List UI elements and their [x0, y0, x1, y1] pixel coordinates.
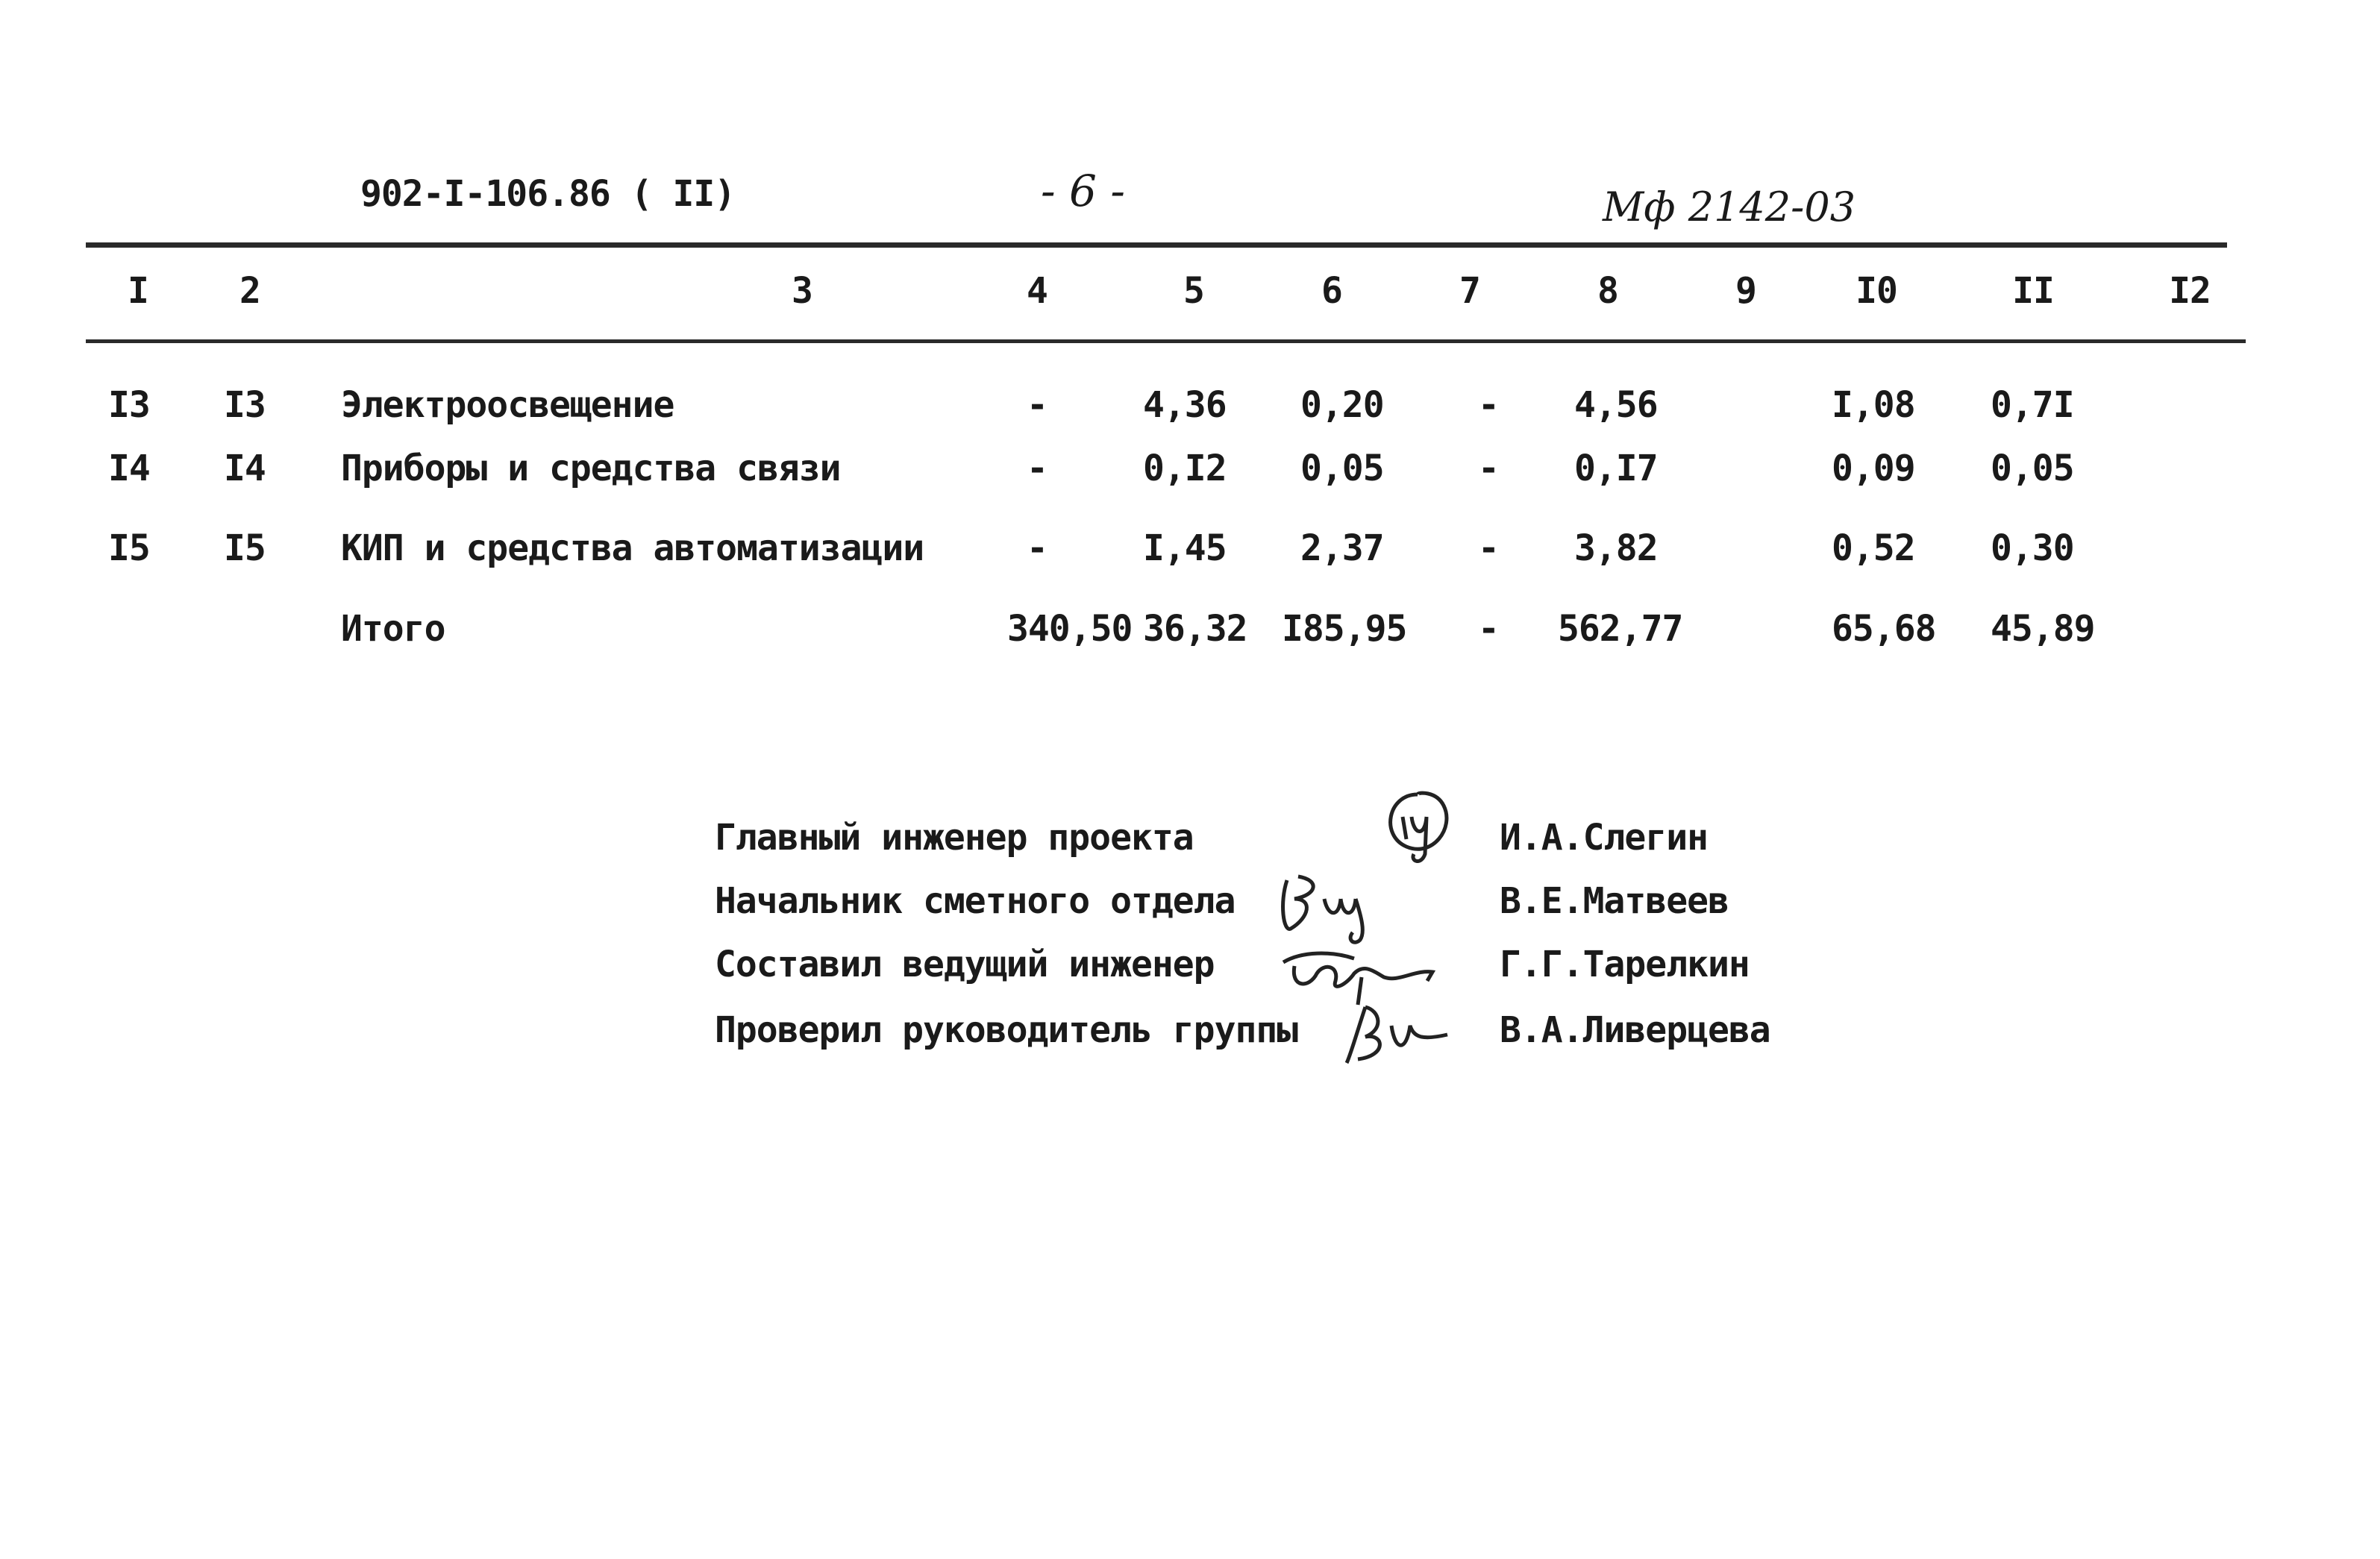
cell-col10: I,08 — [1832, 384, 1915, 426]
total-col8: 562,77 — [1558, 608, 1683, 650]
column-header-2: 2 — [239, 270, 260, 312]
cell-col8: 4,56 — [1574, 384, 1658, 426]
signature-role: Начальник сметного отдела — [715, 880, 1236, 922]
cell-col5: 4,36 — [1143, 384, 1227, 426]
column-header-6: 6 — [1321, 270, 1342, 312]
cell-col2: I3 — [224, 384, 266, 426]
cell-col7: - — [1478, 527, 1499, 569]
cell-col1: I5 — [108, 527, 150, 569]
cell-col5: I,45 — [1143, 527, 1227, 569]
cell-col2: I5 — [224, 527, 266, 569]
cell-col10: 0,52 — [1832, 527, 1915, 569]
column-header-3: 3 — [792, 270, 812, 312]
signature-name: В.А.Ливерцева — [1500, 1009, 1770, 1051]
cell-col10: 0,09 — [1832, 448, 1915, 489]
cell-col3: Электроосвещение — [341, 384, 674, 426]
cell-col11: 0,05 — [1991, 448, 2074, 489]
signature-role: Проверил руководитель группы — [715, 1009, 1298, 1051]
cell-col4: - — [1027, 384, 1047, 426]
column-header-10: I0 — [1856, 270, 1897, 312]
cell-col7: - — [1478, 384, 1499, 426]
cell-col8: 3,82 — [1574, 527, 1658, 569]
total-col11: 45,89 — [1991, 608, 2095, 650]
handwritten-signature-4 — [1335, 996, 1462, 1070]
column-header-12: I2 — [2169, 270, 2211, 312]
cell-col3: КИП и средства автоматизации — [341, 527, 924, 569]
column-header-5: 5 — [1183, 270, 1204, 312]
header-rule-top — [86, 242, 2227, 248]
cell-col7: - — [1478, 448, 1499, 489]
cell-col4: - — [1027, 527, 1047, 569]
cell-col3: Приборы и средства связи — [341, 448, 841, 489]
column-header-9: 9 — [1735, 270, 1756, 312]
page-number: - 6 - — [1041, 166, 1125, 216]
signature-role: Составил ведущий инженер — [715, 944, 1215, 985]
signature-name: И.А.Слегин — [1500, 817, 1708, 859]
cell-col1: I4 — [108, 448, 150, 489]
archive-mark: Мф 2142-03 — [1603, 183, 1856, 230]
cell-col8: 0,I7 — [1574, 448, 1658, 489]
column-header-1: I — [128, 270, 148, 312]
cell-col6: 0,20 — [1300, 384, 1384, 426]
document-code: 902-I-106.86 ( II) — [360, 173, 736, 215]
total-label: Итого — [341, 608, 445, 650]
column-header-8: 8 — [1597, 270, 1618, 312]
total-col10: 65,68 — [1832, 608, 1936, 650]
handwritten-signature-2 — [1272, 858, 1399, 947]
column-header-11: II — [2012, 270, 2054, 312]
column-header-7: 7 — [1459, 270, 1480, 312]
signature-name: В.Е.Матвеев — [1500, 880, 1729, 922]
cell-col6: 0,05 — [1300, 448, 1384, 489]
cell-col5: 0,I2 — [1143, 448, 1227, 489]
total-col6: I85,95 — [1282, 608, 1407, 650]
header-rule-bottom — [86, 339, 2246, 343]
cell-col2: I4 — [224, 448, 266, 489]
cell-col11: 0,7I — [1991, 384, 2074, 426]
total-col4: 340,50 — [1007, 608, 1133, 650]
column-header-4: 4 — [1027, 270, 1047, 312]
cell-col1: I3 — [108, 384, 150, 426]
signature-role: Главный инженер проекта — [715, 817, 1194, 859]
cell-col6: 2,37 — [1300, 527, 1384, 569]
cell-col4: - — [1027, 448, 1047, 489]
total-col7: - — [1478, 608, 1499, 650]
total-col5: 36,32 — [1143, 608, 1247, 650]
signature-name: Г.Г.Тарелкин — [1500, 944, 1750, 985]
cell-col11: 0,30 — [1991, 527, 2074, 569]
